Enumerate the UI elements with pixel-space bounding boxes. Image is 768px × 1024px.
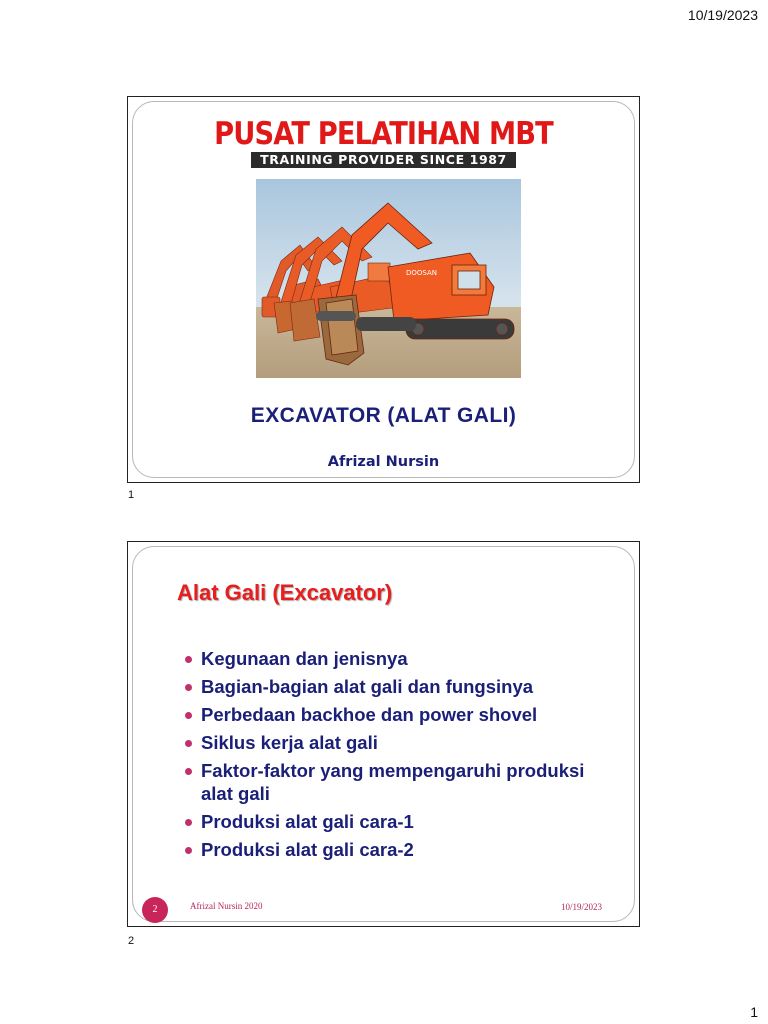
list-item: Siklus kerja alat gali (185, 731, 605, 754)
list-item: Kegunaan dan jenisnya (185, 647, 605, 670)
list-item: Bagian-bagian alat gali dan fungsinya (185, 675, 605, 698)
slide-number-badge: 2 (142, 897, 168, 923)
slide-2-title: Alat Gali (Excavator) (177, 580, 393, 605)
bullet-icon (185, 712, 192, 719)
bullet-icon (185, 847, 192, 854)
excavator-photo (256, 179, 521, 378)
bullet-icon (185, 819, 192, 826)
slide-2-frame (132, 546, 635, 922)
bullet-icon (185, 684, 192, 691)
list-item: Produksi alat gali cara-2 (185, 838, 605, 861)
slide-1-frame (132, 101, 635, 478)
slide-1-title: EXCAVATOR (ALAT GALI) (250, 404, 517, 427)
page-date: 10/19/2023 (687, 7, 758, 23)
slide-1-author: Afrizal Nursin (327, 454, 440, 470)
svg-text:DOOSAN: DOOSAN (406, 269, 438, 277)
slide-2 (127, 541, 640, 927)
list-item: Produksi alat gali cara-1 (185, 810, 605, 833)
bullet-icon (185, 656, 192, 663)
mbt-logo (133, 118, 634, 169)
slide-1-label: 1 (128, 489, 135, 501)
list-item: Perbedaan backhoe dan power shovel (185, 703, 605, 726)
slide-1 (127, 96, 640, 483)
logo-main-text: PUSAT PELATIHAN MBT (214, 116, 553, 152)
bullet-icon (185, 768, 192, 775)
list-item: Faktor-faktor yang mempengaruhi produksi alat gali (185, 759, 605, 805)
topic-list (185, 647, 605, 866)
page-number: 1 (750, 1004, 758, 1020)
slide-2-label: 2 (128, 935, 135, 947)
footer-date: 10/19/2023 (560, 902, 602, 912)
footer-author: Afrizal Nursin 2020 (190, 901, 263, 911)
bullet-icon (185, 740, 192, 747)
logo-tagline: TRAINING PROVIDER SINCE 1987 (251, 152, 516, 168)
